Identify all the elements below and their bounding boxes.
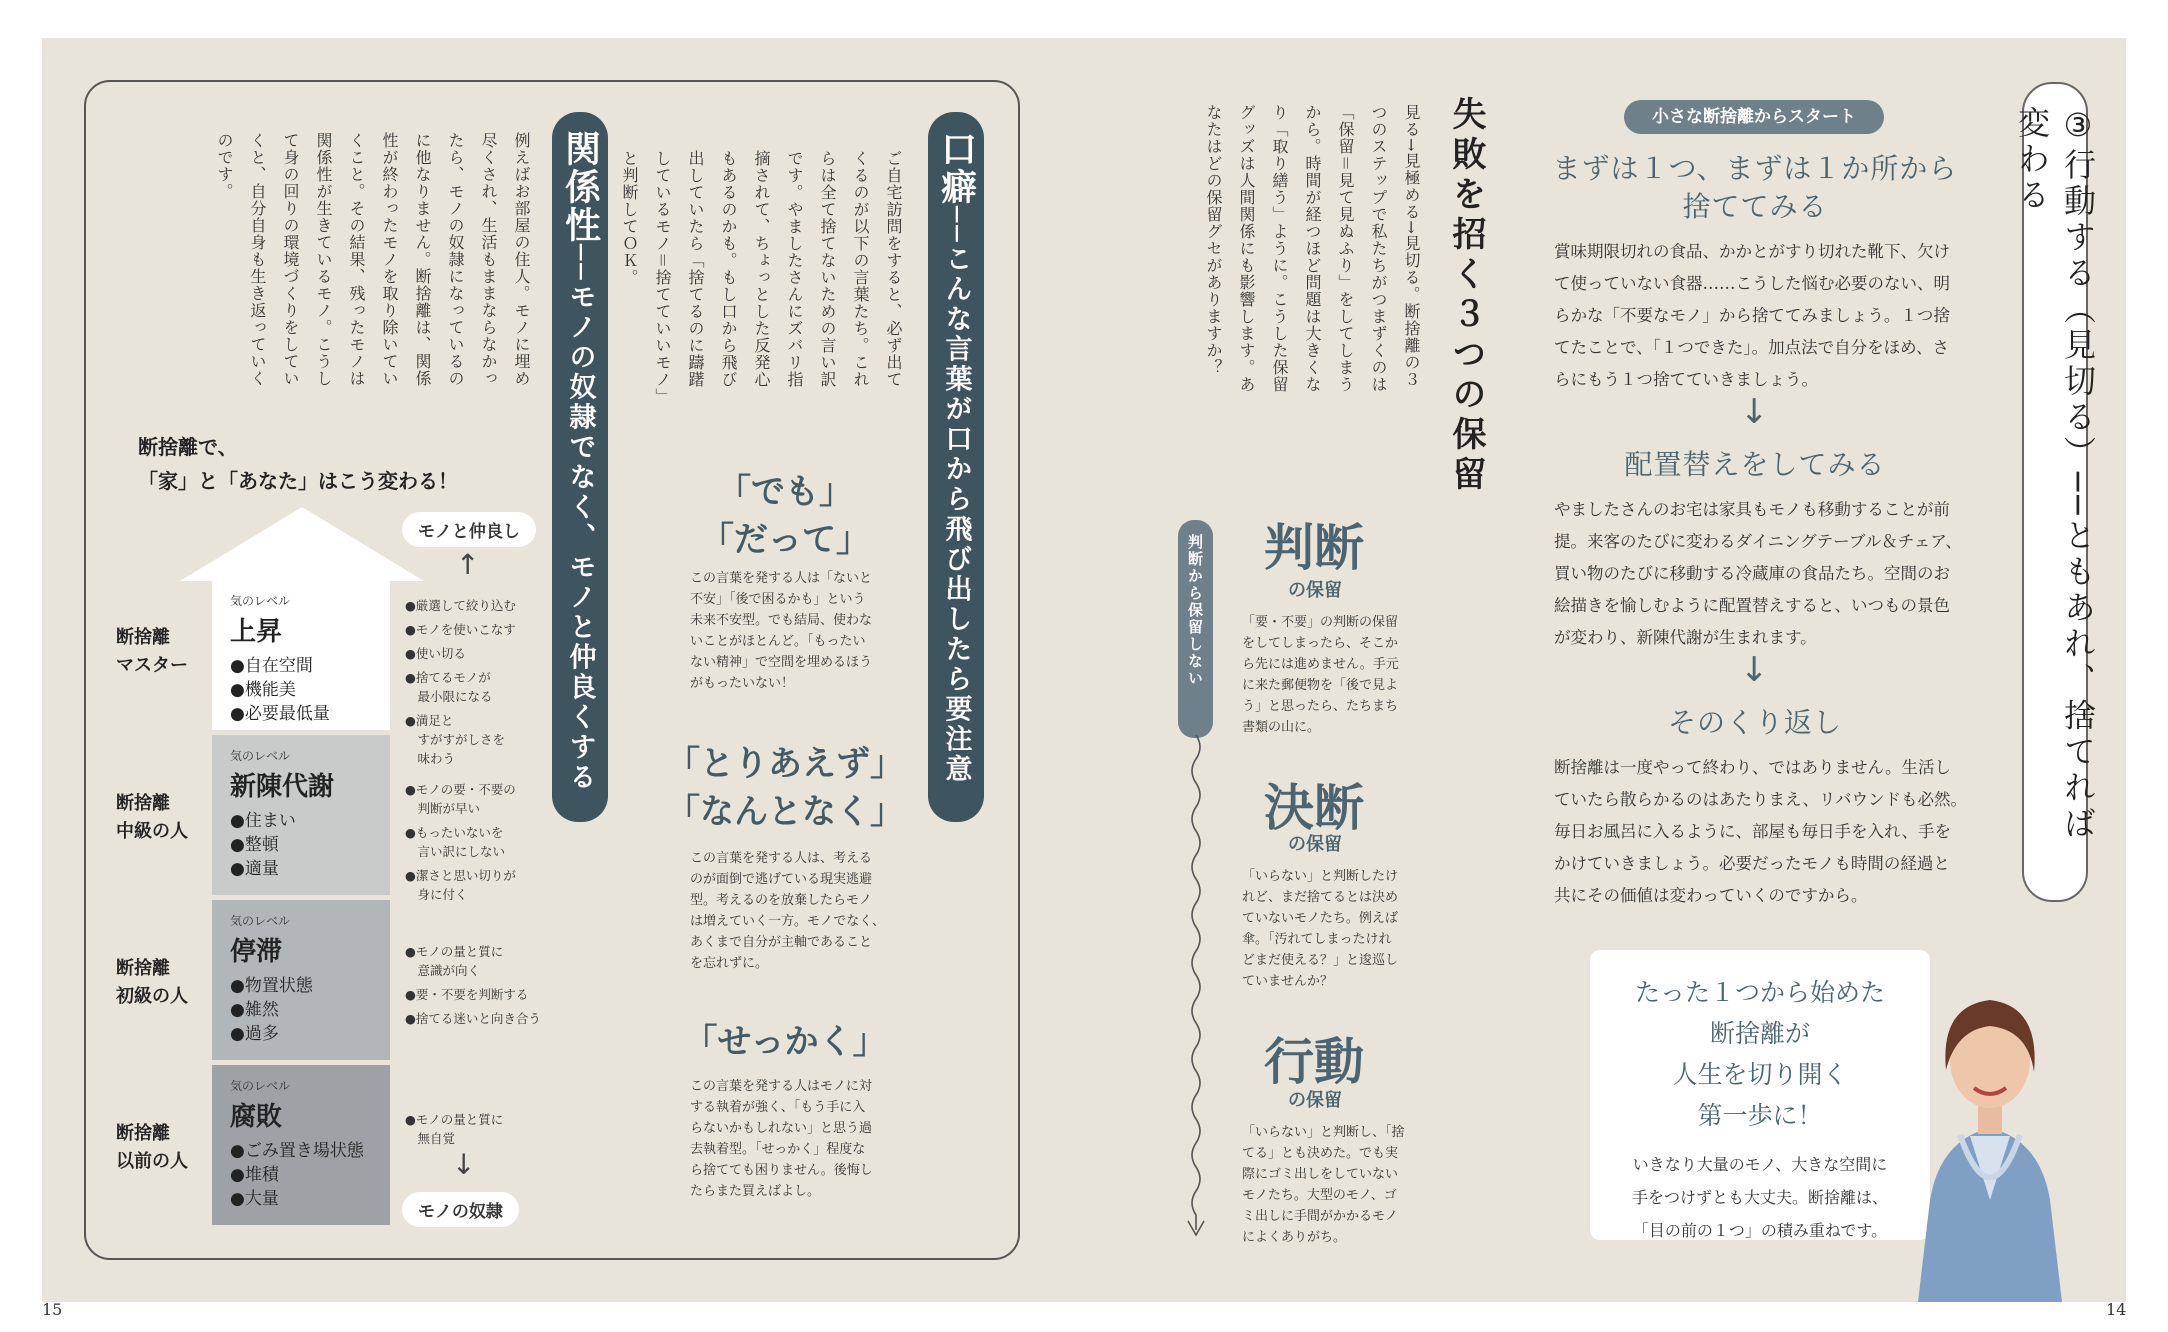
arrow-up-icon: ↑ bbox=[456, 548, 480, 581]
diagram-title: 断捨離で、 「家」と「あなた」はこう変わる！ bbox=[138, 435, 458, 493]
level-item: ●ごみ置き場状態 bbox=[230, 1141, 364, 1161]
kankeisei-heading-main: 関係性 bbox=[559, 130, 601, 244]
level-label-shokyu: 断捨離 初級の人 bbox=[116, 958, 188, 1007]
arrow-down-icon: ↓ bbox=[452, 1148, 476, 1181]
level-item: ●大量 bbox=[230, 1189, 279, 1209]
kuchiguse-heading-main: 口癖 bbox=[935, 130, 977, 206]
notes-chukyu bbox=[405, 780, 565, 909]
level-name: 新陳代謝 bbox=[230, 772, 335, 802]
up-arrow-shape bbox=[180, 505, 424, 585]
kankeisei-body: 例えばお部屋の住人。モノに埋め尽くされ、生活もままならなかったら、モノの奴隷になっているのに他なりません。断捨離は、関係性が終わったモノを取り除いていくこと。その結果、残ったモノは関係性が生きているモノ。こうして身の回りの環境づくりをしていくと、自分自身も生き返っていくのです。 bbox=[215, 132, 531, 387]
note: ●満足と すがすがしさを 味わう bbox=[405, 713, 506, 766]
quote-heading: たった１つから始めた 断捨離が 人生を切り開く 第一歩に！ bbox=[1634, 978, 1885, 1130]
note: ●捨てるモノが 最小限になる bbox=[405, 670, 493, 704]
keyword-handan: 判断 bbox=[1264, 518, 1364, 577]
phrase-sekkaku: 「せっかく」 bbox=[683, 1022, 887, 1062]
keyword-ketsudan-sub: の保留 bbox=[1288, 834, 1342, 855]
level-item: ●雑然 bbox=[230, 1000, 279, 1020]
handan-kara-horyu-shinai-pill: 判断から保留しない bbox=[1178, 520, 1213, 738]
note: ●使い切る bbox=[405, 646, 466, 661]
phrase-demo-datte-text: この言葉を発する人は「ないと 不安」「後で困るかも」という 未来不安型。でも結局、使わな いことがほとんど。「もったい ない精神」で空間を埋めるほう がもったいない！ bbox=[690, 571, 873, 691]
tag-mono-no-dorei: モノの奴隷 bbox=[402, 1192, 519, 1227]
arrow-down-icon: ↓ bbox=[1740, 392, 1769, 432]
small-danshari-badge: 小さな断捨離からスタート bbox=[1624, 100, 1884, 134]
step-title-frame: ③行動する（見切る）──ともあれ、捨てれば変わる bbox=[2022, 82, 2088, 902]
kuchiguse-heading-sub: ──こんな言葉が口から飛び出したら要注意 bbox=[940, 206, 972, 785]
note: ●捨てる迷いと向き合う bbox=[405, 1011, 541, 1026]
note: ●厳選して絞り込む bbox=[405, 598, 516, 613]
level-label-master: 断捨離 マスター bbox=[116, 627, 188, 676]
section-text-haichigae: やましたさんのお宅は家具もモノも移動することが前 提。来客のたびに変わるダイニングテーブル＆チェア、 買い物のたびに移動する冷蔵庫の食品たち。空間のお 絵描きを愉しむように配置替えすると、いつもの景色 が変わり、新陳代謝が生まれます。 bbox=[1554, 500, 1962, 647]
section-head-haichigae: 配置替えをしてみる bbox=[1624, 448, 1886, 481]
quote-box bbox=[1590, 950, 1930, 1240]
kankeisei-heading-sub: ──モノの奴隷でなく、モノと仲良くする bbox=[564, 244, 596, 793]
phrase-toriaezu-text: この言葉を発する人は、考える のが面倒で逃げている現実逃避 型。考えるのを放棄したらモノ は増えていく一方。モノでなく、 あくまで自分が主軸であること を忘れずに。 bbox=[690, 851, 886, 971]
keyword-koudou-text: 「いらない」と判断し、「捨 てる」とも決めた。でも実 際にゴミ出しをしていない モノたち。大型のモノ、ゴ ミ出しに手間がかかるモノ によくありがち。 bbox=[1242, 1125, 1405, 1245]
notes-shokyu bbox=[405, 942, 585, 1033]
level-item: ●整頓 bbox=[230, 835, 279, 855]
phrase-demo-datte: 「でも」 「だって」 bbox=[700, 472, 870, 560]
level-item: ●物置状態 bbox=[230, 976, 313, 996]
level-label-izen: 断捨離 以前の人 bbox=[116, 1123, 188, 1172]
section-head-kurikaeshi: そのくり返し bbox=[1667, 706, 1842, 739]
keyword-handan-text: 「要・不要」の判断の保留 をしてしまったら、そこか ら先には進めません。手元 に来た郵便物を「後で見よ う」と思ったら、たちまち 書類の山に。 bbox=[1242, 615, 1399, 735]
page-number-right: 14 bbox=[2106, 1300, 2127, 1319]
level-kicker: 気のレベル bbox=[230, 749, 291, 763]
level-block-shinchintaisha bbox=[212, 735, 390, 895]
page-number-left: 15 bbox=[42, 1300, 63, 1319]
note: ●潔さと思い切りが 身に付く bbox=[405, 868, 516, 902]
tag-mono-to-nakayoshi: モノと仲良し bbox=[402, 512, 536, 547]
phrase-sekkaku-text: この言葉を発する人はモノに対 する執着が強く、「もう手に入 らないかもしれない」と思う過 去執着型。「せっかく」程度な ら捨てても困りません。後悔し たらまた買えばよし。 bbox=[690, 1079, 873, 1199]
level-name: 腐敗 bbox=[230, 1102, 283, 1132]
note: ●モノの量と質に 無自覚 bbox=[405, 1112, 504, 1146]
level-name: 上昇 bbox=[230, 617, 283, 647]
arrow-down-icon: ↓ bbox=[1740, 650, 1769, 690]
kuchiguse-heading bbox=[928, 112, 984, 822]
level-item: ●自在空間 bbox=[230, 656, 313, 676]
section-text-maze-wa: 賞味期限切れの食品、かかとがすり切れた靴下、欠け て使っていない食器……こうした悩む必要のない、明 らかな「不要なモノ」から捨ててみましょう。１つ捨 てたことで、「１つできた」。加点法で自分をほめ、さ らにもう１つ捨てていきましょう。 bbox=[1554, 242, 1950, 389]
wavy-arrow-line bbox=[1184, 735, 1208, 1240]
note: ●モノの量と質に 意識が向く bbox=[405, 944, 504, 978]
level-kicker: 気のレベル bbox=[230, 1079, 291, 1093]
level-kicker: 気のレベル bbox=[230, 914, 291, 928]
level-item: ●堆積 bbox=[230, 1165, 279, 1185]
level-item: ●適量 bbox=[230, 859, 279, 879]
keyword-koudou: 行動 bbox=[1264, 1032, 1364, 1091]
level-name: 停滞 bbox=[230, 937, 283, 967]
keyword-ketsudan-text: 「いらない」と判断したけ れど、まだ捨てるとは決め ていないモノたち。例えば 傘。「汚れてしまったけれ どまだ使える？」と逡巡し ていませんか？ bbox=[1242, 869, 1399, 989]
note: ●もったいないを 言い訳にしない bbox=[405, 825, 506, 859]
portrait-photo bbox=[1900, 960, 2080, 1302]
section-head-maze-wa: まずは１つ、まずは１か所から 捨ててみる bbox=[1552, 152, 1958, 223]
level-item: ●必要最低量 bbox=[230, 704, 330, 724]
note: ●モノの要・不要の 判断が早い bbox=[405, 782, 516, 816]
keyword-ketsudan: 決断 bbox=[1264, 778, 1364, 837]
middle-body: 見る→見極める→見切る。断捨離の３つのステップで私たちがつまずくのは「保留＝見て見ぬふり」をしてしまうから。時間が経つほど問題は大きくなり「取り繕う」ように。こうした保留グッズは人間関係にも影響します。あなたはどの保留グセがありますか？ bbox=[1204, 104, 1421, 394]
middle-title: 失敗を招く３つの保留 bbox=[1446, 96, 1486, 496]
level-block-fuhai bbox=[212, 1065, 390, 1225]
level-label-chukyu: 断捨離 中級の人 bbox=[116, 793, 188, 842]
level-block-teitai bbox=[212, 900, 390, 1060]
kuchiguse-body: ご自宅訪問をすると、必ず出てくるのが以下の言葉たち。これらは全て捨てないための言い訳です。やましたさんにズバリ指摘されて、ちょっとした反発心もあるのかも。もし口から飛び出していたら「捨てるのに躊躇しているモノ＝捨てていいモノ」と判断してＯＫ。 bbox=[620, 150, 903, 398]
level-kicker: 気のレベル bbox=[230, 594, 291, 608]
notes-master bbox=[405, 596, 565, 773]
note: ●要・不要を判断する bbox=[405, 987, 529, 1002]
note: ●モノを使いこなす bbox=[405, 622, 516, 637]
quote-body: いきなり大量のモノ、大きな空間に 手をつけずとも大丈夫。断捨離は、 「目の前の１つ」の積み重ねです。 bbox=[1631, 1155, 1888, 1240]
phrase-toriaezu: 「とりあえず」 「なんとなく」 bbox=[666, 744, 904, 832]
notes-izen bbox=[405, 1110, 565, 1153]
level-block-joushou bbox=[212, 580, 390, 730]
keyword-koudou-sub: の保留 bbox=[1288, 1090, 1342, 1111]
section-text-kurikaeshi: 断捨離は一度やって終わり、ではありません。生活し ていたら散らかるのはあたりまえ、リバウンドも必然。 毎日お風呂に入るように、部屋も毎日手を入れ、手を かけていきましょう。必要だったモノも時間の経過と 共にその価値は変わっていくのですから。 bbox=[1554, 758, 1967, 905]
level-item: ●機能美 bbox=[230, 680, 296, 700]
keyword-handan-sub: の保留 bbox=[1288, 580, 1342, 601]
level-item: ●住まい bbox=[230, 811, 296, 831]
level-item: ●過多 bbox=[230, 1024, 279, 1044]
